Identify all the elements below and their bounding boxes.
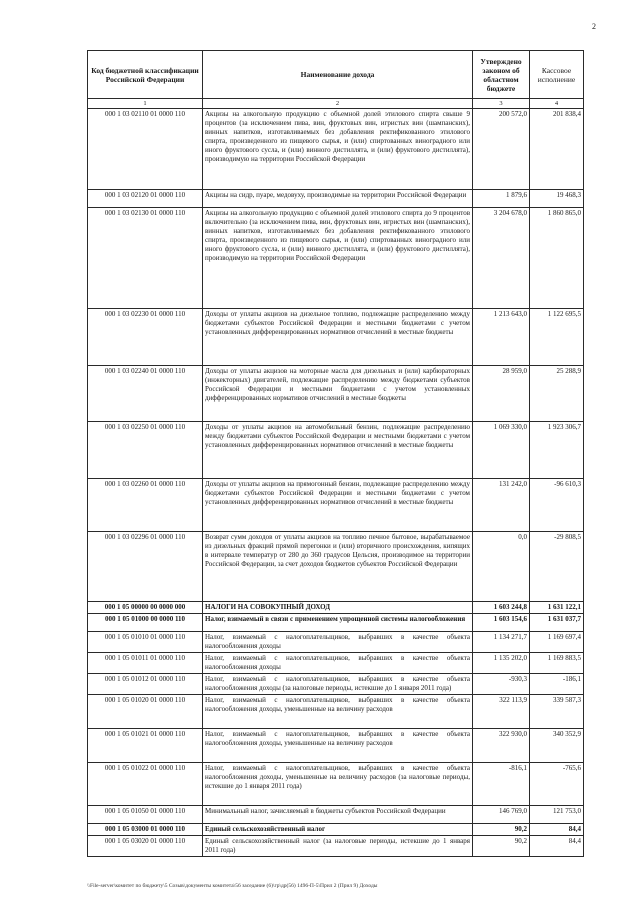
- table-row: [88, 109, 584, 190]
- row-approved: 1 603 244,8: [473, 602, 530, 614]
- row-executed: 121 753,0: [530, 806, 584, 824]
- row-executed: -29 808,5: [530, 532, 584, 602]
- table-row: [88, 836, 584, 857]
- row-approved: 28 959,0: [473, 366, 530, 422]
- row-name: Акцизы на алкогольную продукцию с объемной долей этилового спирта до 9 процентов включительно (за исключением пива, вин, фруктовых вин, игристых вин (шампанских), винных напитков, изготавливаемых без добавления ректификованного этилового спирта, произведенного из пищевого сырья, и (или) спиртованных виноградного или иного фруктового сусла, и (или) винного дистиллята, и (или) фруктового дистиллята), производимую на территории Российской Федерации: [203, 208, 473, 309]
- row-executed: 1 122 695,5: [530, 309, 584, 366]
- row-executed: 19 468,3: [530, 190, 584, 208]
- row-name: Налог, взимаемый с налогоплательщиков, выбравших в качестве объекта налогообложения доходы, уменьшенные на величину расходов: [203, 729, 473, 763]
- header-name: Наименование дохода: [203, 51, 473, 99]
- column-number-row: [88, 99, 584, 109]
- page-number: 2: [592, 22, 596, 31]
- row-name: Налог, взимаемый в связи с применением упрощенной системы налогообложения: [203, 614, 473, 632]
- row-code: 000 1 05 00000 00 0000 000: [88, 602, 203, 614]
- revenue-table: [87, 50, 584, 857]
- row-executed: 1 923 306,7: [530, 422, 584, 479]
- row-executed: -765,6: [530, 763, 584, 806]
- row-executed: 1 860 865,0: [530, 208, 584, 309]
- row-approved: 1 879,6: [473, 190, 530, 208]
- row-executed: 339 587,3: [530, 695, 584, 729]
- row-executed: 84,4: [530, 836, 584, 857]
- header-executed: Кассовое исполнение: [530, 51, 584, 99]
- row-code: 000 1 03 02240 01 0000 110: [88, 366, 203, 422]
- row-approved: -930,3: [473, 674, 530, 695]
- row-code: 000 1 03 02296 01 0000 110: [88, 532, 203, 602]
- column-number: 3: [473, 99, 530, 109]
- row-code: 000 1 03 02260 01 0000 110: [88, 479, 203, 532]
- row-name: Налог, взимаемый с налогоплательщиков, выбравших в качестве объекта налогообложения доходы: [203, 653, 473, 674]
- row-code: 000 1 03 02110 01 0000 110: [88, 109, 203, 190]
- table-row: [88, 602, 584, 614]
- table-row: [88, 614, 584, 632]
- row-code: 000 1 05 03000 01 0000 110: [88, 824, 203, 836]
- row-name: Налог, взимаемый с налогоплательщиков, выбравших в качестве объекта налогообложения доходы (за налоговые периоды, истекшие до 1 января 2011 года): [203, 674, 473, 695]
- row-name: Налог, взимаемый с налогоплательщиков, выбравших в качестве объекта налогообложения доходы: [203, 632, 473, 653]
- table-row: [88, 190, 584, 208]
- column-number: 2: [203, 99, 473, 109]
- row-approved: 1 134 271,7: [473, 632, 530, 653]
- row-name: Доходы от уплаты акцизов на прямогонный бензин, подлежащие распределению между бюджетами субъектов Российской Федерации и местными бюджетами с учетом установленных дифференцированных нормативов отчислений в местные бюджеты: [203, 479, 473, 532]
- row-executed: 25 288,9: [530, 366, 584, 422]
- row-code: 000 1 03 02230 01 0000 110: [88, 309, 203, 366]
- file-path-footer: \\File-server\комитет по бюджету\5 Созыв\документы комитета\56 заседание (6)\гр\др(56) 1496-П-5\Прил 2 (Прил 9) Доходы: [87, 883, 378, 889]
- column-number: 4: [530, 99, 584, 109]
- header-code: Код бюджетной классификации Российской Федерации: [88, 51, 203, 99]
- row-name: НАЛОГИ НА СОВОКУПНЫЙ ДОХОД: [203, 602, 473, 614]
- table-row: [88, 532, 584, 602]
- row-approved: 1 603 154,6: [473, 614, 530, 632]
- row-name: Возврат сумм доходов от уплаты акцизов на топливо печное бытовое, вырабатываемое из дизельных фракций прямой перегонки и (или) вторичного происхождения, кипящих в интервале температур от 280 до 360 градусов Цельсия, производимое на территории Российской Федерации, за счет доходов бюджетов субъектов Российской Федерации: [203, 532, 473, 602]
- row-code: 000 1 05 01000 00 0000 110: [88, 614, 203, 632]
- row-approved: 146 769,0: [473, 806, 530, 824]
- row-approved: 1 213 643,0: [473, 309, 530, 366]
- row-executed: -96 610,3: [530, 479, 584, 532]
- table-row: [88, 824, 584, 836]
- table-row: [88, 208, 584, 309]
- row-name: Налог, взимаемый с налогоплательщиков, выбравших в качестве объекта налогообложения доходы, уменьшенные на величину расходов: [203, 695, 473, 729]
- row-code: 000 1 05 01022 01 0000 110: [88, 763, 203, 806]
- row-name: Доходы от уплаты акцизов на дизельное топливо, подлежащие распределению между бюджетами субъектов Российской Федерации и местными бюджетами с учетом установленных дифференцированных нормативов отчислений в местные бюджеты: [203, 309, 473, 366]
- table-row: [88, 653, 584, 674]
- row-code: 000 1 05 01021 01 0000 110: [88, 729, 203, 763]
- row-approved: 1 135 202,0: [473, 653, 530, 674]
- row-approved: 3 204 678,0: [473, 208, 530, 309]
- row-executed: -186,1: [530, 674, 584, 695]
- row-name: Единый сельскохозяйственный налог (за налоговые периоды, истекшие до 1 января 2011 года): [203, 836, 473, 857]
- table-row: [88, 695, 584, 729]
- row-approved: 90,2: [473, 836, 530, 857]
- table-row: [88, 479, 584, 532]
- row-code: 000 1 05 03020 01 0000 110: [88, 836, 203, 857]
- row-name: Доходы от уплаты акцизов на автомобильный бензин, подлежащие распределению между бюджетами субъектов Российской Федерации и местными бюджетами с учетом установленных дифференцированных нормативов отчислений в местные бюджеты: [203, 422, 473, 479]
- row-code: 000 1 05 01012 01 0000 110: [88, 674, 203, 695]
- row-executed: 1 631 037,7: [530, 614, 584, 632]
- row-name: Акцизы на алкогольную продукцию с объемной долей этилового спирта свыше 9 процентов (за исключением пива, вин, фруктовых вин, игристых вин (шампанских), винных напитков, изготавливаемых без добавления ректификованного этилового спирта, произведенного из пищевого сырья, и (или) спиртованных виноградного или иного фруктового сусла, и (или) винного дистиллята, и (или) фруктового дистиллята), производимую на территории Российской Федерации: [203, 109, 473, 190]
- table-row: [88, 366, 584, 422]
- row-executed: 201 838,4: [530, 109, 584, 190]
- row-approved: 322 113,9: [473, 695, 530, 729]
- row-name: Доходы от уплаты акцизов на моторные масла для дизельных и (или) карбюраторных (инжекторных) двигателей, подлежащие распределению между бюджетами субъектов Российской Федерации и местными бюджетами с учетом установленных дифференцированных нормативов отчислений в местные бюджеты: [203, 366, 473, 422]
- table-row: [88, 763, 584, 806]
- row-code: 000 1 05 01011 01 0000 110: [88, 653, 203, 674]
- column-number: 1: [88, 99, 203, 109]
- row-approved: 1 069 330,0: [473, 422, 530, 479]
- row-name: Налог, взимаемый с налогоплательщиков, выбравших в качестве объекта налогообложения доходы, уменьшенные на величину расходов (за налоговые периоды, истекшие до 1 января 2011 года): [203, 763, 473, 806]
- row-code: 000 1 05 01050 01 0000 110: [88, 806, 203, 824]
- row-name: Акцизы на сидр, пуаре, медовуху, производимые на территории Российской Федерации: [203, 190, 473, 208]
- row-executed: 84,4: [530, 824, 584, 836]
- table-row: [88, 806, 584, 824]
- table-row: [88, 674, 584, 695]
- row-executed: 1 169 883,5: [530, 653, 584, 674]
- row-approved: 90,2: [473, 824, 530, 836]
- table-row: [88, 729, 584, 763]
- row-code: 000 1 03 02130 01 0000 110: [88, 208, 203, 309]
- row-code: 000 1 05 01020 01 0000 110: [88, 695, 203, 729]
- row-approved: 0,0: [473, 532, 530, 602]
- row-executed: 340 352,9: [530, 729, 584, 763]
- row-code: 000 1 03 02250 01 0000 110: [88, 422, 203, 479]
- row-executed: 1 169 697,4: [530, 632, 584, 653]
- row-approved: -816,1: [473, 763, 530, 806]
- table-row: [88, 632, 584, 653]
- header-approved: Утверждено законом об областном бюджете: [473, 51, 530, 99]
- row-name: Минимальный налог, зачисляемый в бюджеты субъектов Российской Федерации: [203, 806, 473, 824]
- row-approved: 322 930,0: [473, 729, 530, 763]
- row-executed: 1 631 122,1: [530, 602, 584, 614]
- table-row: [88, 422, 584, 479]
- row-name: Единый сельскохозяйственный налог: [203, 824, 473, 836]
- row-code: 000 1 05 01010 01 0000 110: [88, 632, 203, 653]
- row-code: 000 1 03 02120 01 0000 110: [88, 190, 203, 208]
- row-approved: 131 242,0: [473, 479, 530, 532]
- row-approved: 200 572,0: [473, 109, 530, 190]
- table-header-row: [88, 51, 584, 99]
- table-row: [88, 309, 584, 366]
